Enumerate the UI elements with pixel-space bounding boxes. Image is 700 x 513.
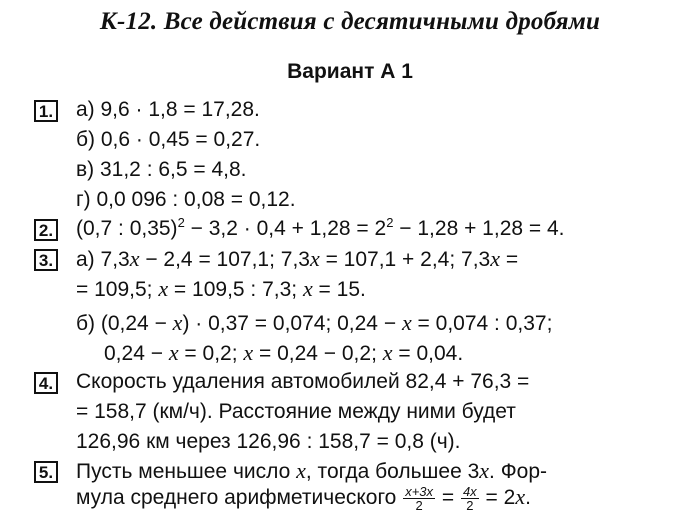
task-2-part-2: − 3,2 · 0,4 + 1,28 = 2 [184,217,387,240]
task-2-part-3: − 1,28 + 1,28 = 4. [393,217,565,240]
variable-x: x [302,276,313,301]
task-1-b-text: б) 0,6 · 0,45 = 0,27. [76,128,261,151]
task-3-b-label: б) [76,312,96,335]
page-title: К-12. Все действия с десятичными дробями [99,8,601,35]
variable-x: x [479,458,490,483]
fraction-2-numerator [461,485,479,499]
task-3-a-part: = 107,1 + 2,4; 7,3 [319,248,491,271]
task-2-expression [76,216,565,242]
task-1-v-text: в) 31,2 : 6,5 = 4,8. [76,158,247,181]
fraction-1-numerator [403,485,435,499]
task-3-a-part: = 109,5; [76,278,159,301]
task-3-b-first [76,310,552,337]
task-1-a-text: а) 9,6 · 1,8 = 17,28. [76,98,260,121]
task-2-number: 2. [34,219,58,241]
task-4-text-2: = 158,7 (км/ч). Расстояние между ними будет [76,400,516,423]
task-5-part: . [525,486,531,509]
variable-x: x [243,340,254,365]
task-4-text-3: 126,96 км через 126,96 : 158,7 = 0,8 (ч). [76,430,461,453]
task-1-number: 1. [34,100,58,122]
task-2-exponent-2: 2 [386,215,394,230]
task-3-b-part: = 0,2; [178,342,244,365]
task-3-a-continuation [76,276,366,303]
task-5-part: Пусть меньшее число [76,460,297,483]
task-3-a-part: = 109,5 : 7,3; [168,278,303,301]
fraction-2 [461,485,479,512]
task-3-b-part: = 0,04. [392,342,464,365]
variable-x: x [296,458,306,483]
task-3-a-part: = 15. [312,278,366,301]
task-2-part-1: (0,7 : 0,35) [76,217,178,240]
task-3-b-part: 0,24 − [104,342,169,365]
task-5-text-2 [76,484,531,512]
task-5-number: 5. [34,461,58,483]
fraction-2-denominator: 2 [466,497,474,513]
fraction-1-denominator: 2 [415,497,423,513]
variable-x: x [515,484,526,509]
variable-x: x [158,276,169,301]
variable-x: x [168,340,179,365]
task-5-part: . Фор- [489,460,548,483]
variable-x: x [172,310,183,335]
task-3-b-continuation [104,340,463,367]
fraction-1-numerator-text: x+3x [405,483,434,499]
fraction-2-numerator-text: 4x [462,483,477,499]
variable-x: x [309,246,320,271]
variable-x: x [129,246,140,271]
task-5-part: = [436,486,460,509]
task-3-a-first [76,246,518,273]
variable-x: x [401,310,412,335]
task-3-b-part: = 0,24 − 0,2; [253,342,383,365]
variant-heading: Вариант А 1 [287,60,413,83]
task-3-b-part: ) · 0,37 = 0,074; 0,24 − [182,312,402,335]
task-4-text-1: Скорость удаления автомобилей 82,4 + 76,3 = [76,370,530,393]
task-1-g-text: г) 0,0 096 : 0,08 = 0,12. [76,188,296,211]
task-3-a-label: а) [76,248,95,271]
task-3-a-part: = [499,248,519,271]
task-3-b-part: = 0,074 : 0,37; [411,312,553,335]
task-5-part: , тогда большее 3 [305,460,480,483]
task-3-number: 3. [34,249,58,271]
task-4-number: 4. [34,372,58,394]
task-5-part: мула среднего арифметического [76,486,403,509]
task-3-a-part: 7,3 [94,248,130,271]
task-2-exponent-1: 2 [177,215,185,230]
variable-x: x [382,340,393,365]
task-3-a-part: − 2,4 = 107,1; 7,3 [139,248,310,271]
task-3-b-part: (0,24 − [95,312,173,335]
variable-x: x [490,246,500,271]
task-5-text-1 [76,458,547,485]
task-5-part: = 2 [479,486,516,509]
fraction-1 [403,485,435,512]
